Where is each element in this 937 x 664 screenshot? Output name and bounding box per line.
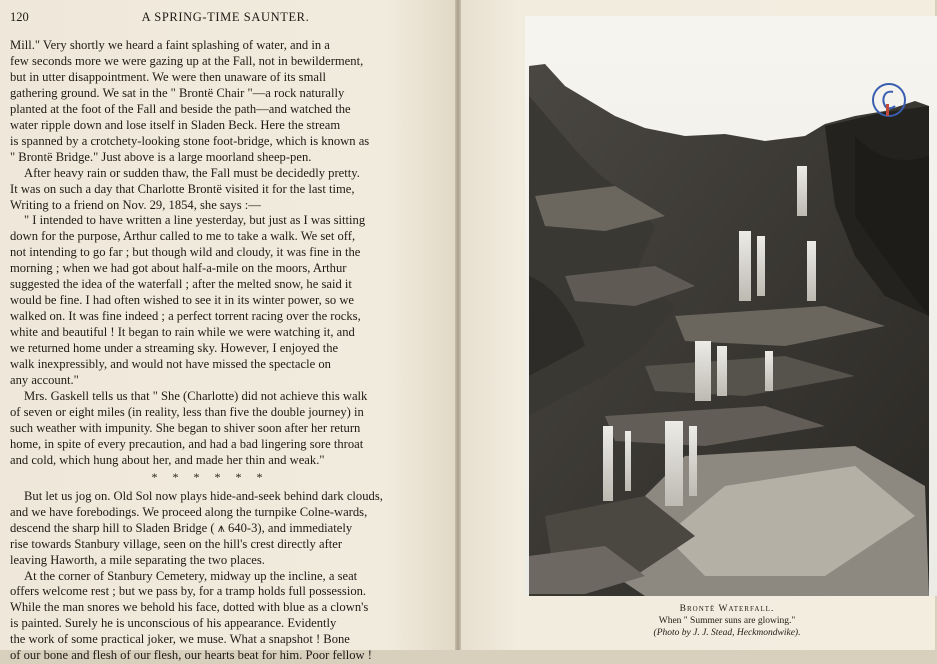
text-line: gathering ground. We sat in the " Brontë Chair "—a rock naturally xyxy=(10,85,345,100)
caption-quote: When " Summer suns are glowing." xyxy=(658,616,796,626)
text-line: such weather with impunity. She began to shiver soon after her return xyxy=(10,420,361,435)
text-line: any account." xyxy=(10,373,79,388)
text-line: white and beautiful ! It began to rain while we were watching it, and xyxy=(10,325,355,340)
text-line: home, in spite of every precaution, and had a bad lingering sore throat xyxy=(10,436,364,451)
text-line: of seven or eight miles (in reality, less than five the double journey) in xyxy=(10,404,364,419)
text-line: Mill." Very shortly we heard a faint splashing of water, and in a xyxy=(10,38,330,52)
text-line: descend the sharp hill to Sladen Bridge ( ⩚ 640-3), and immediately xyxy=(10,520,353,535)
caption-title: Brontë Waterfall. xyxy=(679,604,775,614)
text-line: and we have forebodings. We proceed along the turnpike Colne-wards, xyxy=(10,504,368,519)
text-line: few seconds more we were gazing up at the Fall, not in bewilderment, xyxy=(10,53,364,68)
photo-caption xyxy=(525,603,929,639)
text-line: " I intended to have written a line yesterday, but just as I was sitting xyxy=(24,213,366,228)
text-line: is painted. Surely he is unconscious of his appearance. Evidently xyxy=(10,616,337,631)
text-line: It was on such a day that Charlotte Brontë visited it for the last time, xyxy=(10,181,355,196)
text-line: down for the purpose, Arthur called to me to take a walk. We set off, xyxy=(10,229,356,244)
text-line: walked on. It was fine indeed ; a perfect torrent racing over the rocks, xyxy=(10,309,361,324)
text-line: the work of some practical joker, we muse. What a snapshot ! Bone xyxy=(10,632,350,647)
text-line: rise towards Stanbury village, seen on the hill's crest directly after xyxy=(10,536,343,551)
text-line: but in utter disappointment. We were then unaware of its small xyxy=(10,69,326,84)
text-line: planted at the foot of the Fall and beside the path—and watched the xyxy=(10,101,351,116)
text-line: offers welcome rest ; but we pass by, for a tramp holds full possession. xyxy=(10,584,367,599)
text-line: At the corner of Stanbury Cemetery, midway up the incline, a seat xyxy=(24,568,358,583)
text-line: of our bone and flesh of our flesh, our hearts beat for him. Poor fellow ! xyxy=(10,648,372,663)
text-line: not intending to go far ; but though wild and cloudy, it was fine in the xyxy=(10,245,361,260)
text-line: " Brontë Bridge." Just above is a large moorland sheep-pen. xyxy=(10,149,312,164)
page-number: 120 xyxy=(10,10,29,24)
right-page xyxy=(461,0,935,650)
text-line: But let us jog on. Old Sol now plays hide-and-seek behind dark clouds, xyxy=(24,488,383,503)
text-line: After heavy rain or sudden thaw, the Fall must be decidedly pretty. xyxy=(24,165,360,180)
text-line: walk inexpressibly, and would not have missed the spectacle on xyxy=(10,357,331,372)
text-line: is spanned by a crotchety-looking stone foot-bridge, which is known as xyxy=(10,133,370,148)
text-line: leaving Haworth, a mile separating the two places. xyxy=(10,552,265,567)
running-head-title: A SPRING-TIME SAUNTER. xyxy=(141,10,310,24)
text-line: Writing to a friend on Nov. 29, 1854, she says :— xyxy=(10,197,261,212)
waterfall-photo-illustration xyxy=(525,16,937,596)
body-text xyxy=(10,38,410,664)
text-line: would be fine. I had often wished to see it in its winter power, so we xyxy=(10,293,354,308)
waterfall-photograph xyxy=(525,16,937,596)
text-line: While the man snores we behold his face, dotted with blue as a clown's xyxy=(10,600,369,615)
text-line: water ripple down and lose itself in Sladen Beck. Here the stream xyxy=(10,117,341,132)
text-line: morning ; when we had got about half-a-mile on the moors, Arthur xyxy=(10,261,347,276)
text-line: and cold, which hung about her, and made her thin and weak." xyxy=(10,452,325,467)
text-line: we returned home under a streaming sky. However, I enjoyed the xyxy=(10,341,339,356)
caption-credit: (Photo by J. J. Stead, Heckmondwike). xyxy=(653,628,801,638)
section-break-asterisks: * * * * * * xyxy=(151,469,269,484)
left-page xyxy=(0,0,455,663)
text-line: suggested the idea of the waterfall ; after the melted snow, he said it xyxy=(10,277,352,292)
text-line: Mrs. Gaskell tells us that " She (Charlotte) did not achieve this walk xyxy=(24,388,368,403)
running-head xyxy=(10,10,441,28)
